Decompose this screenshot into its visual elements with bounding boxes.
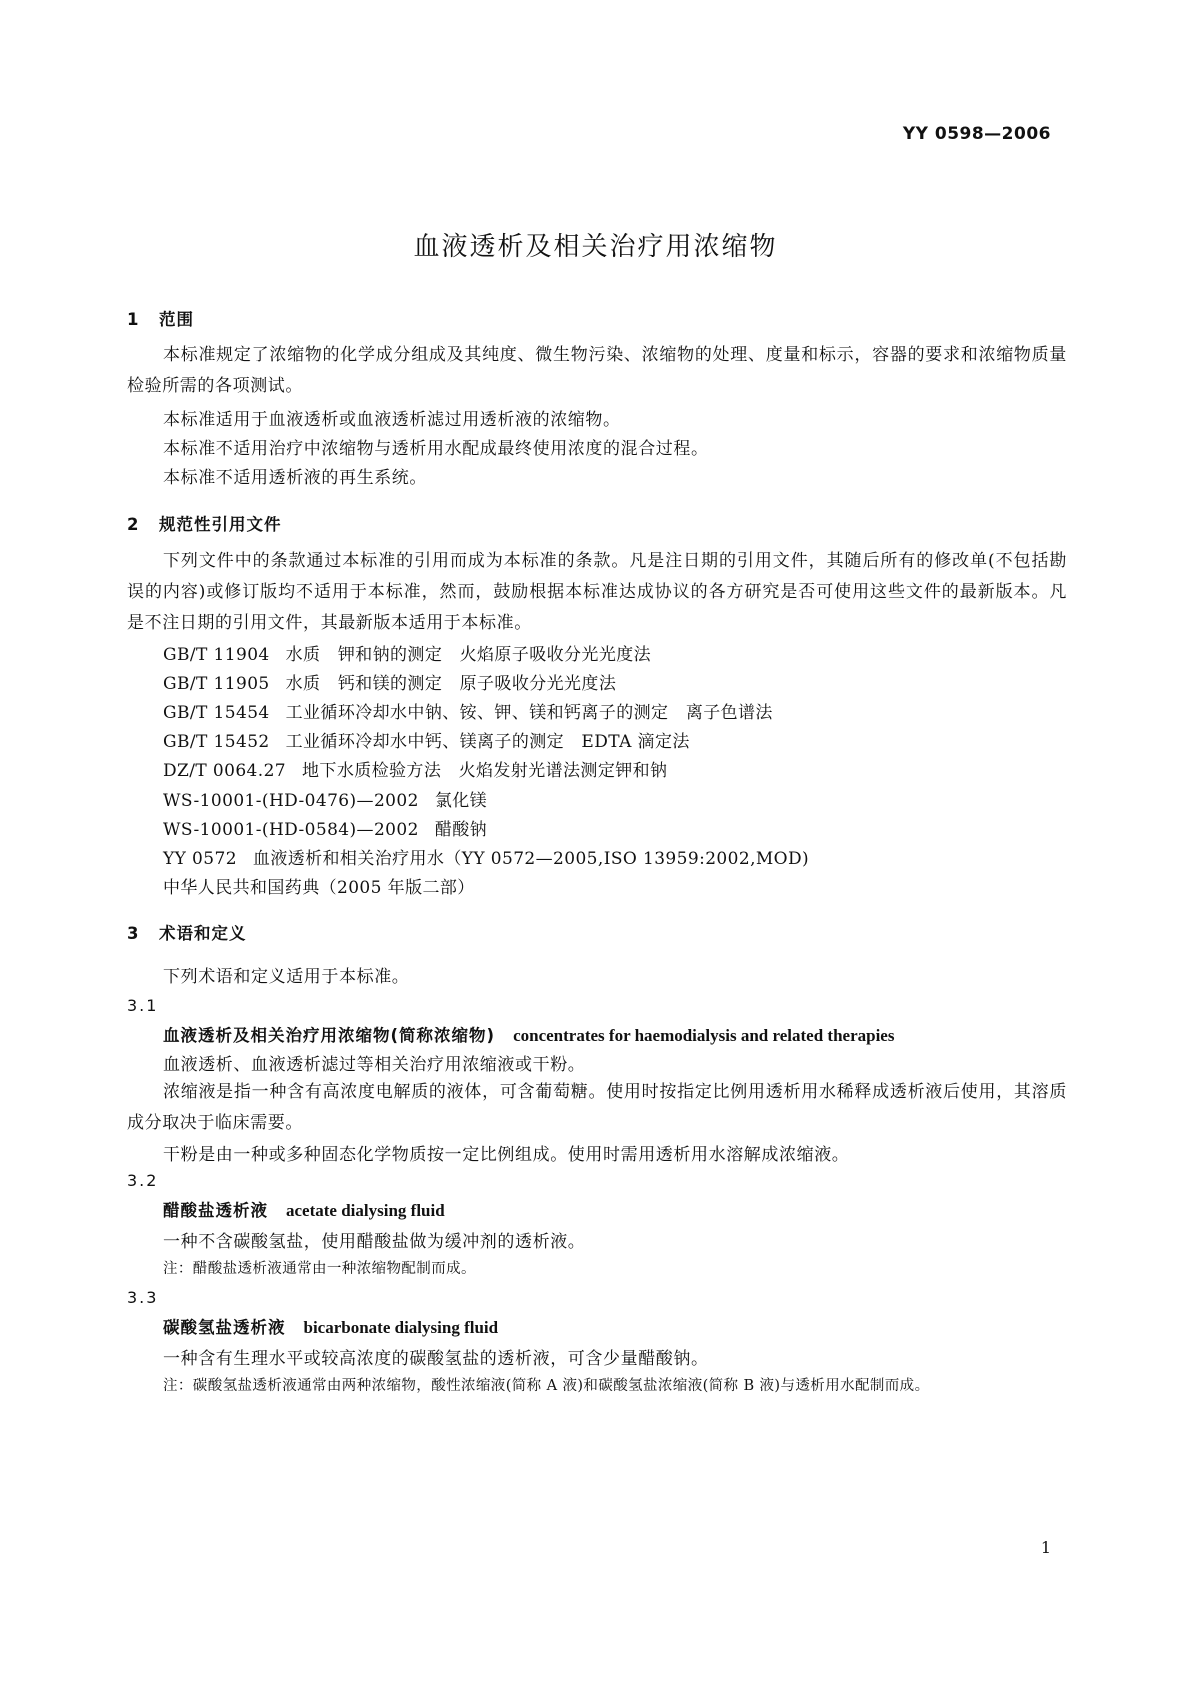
reference-item [163,640,651,665]
section-number: 3 [127,924,140,943]
reference-title: 地下水质检验方法 火焰发射光谱法测定钾和钠 [302,761,668,781]
reference-code: WS-10001-(HD-0476)—2002 [163,791,419,811]
term-definition: 血液透析、血液透析滤过等相关治疗用浓缩液或干粉。 [163,1055,586,1075]
term-chinese: 血液透析及相关治疗用浓缩物(简称浓缩物) [163,1026,496,1045]
reference-code: YY 0572 [163,849,237,869]
section-1-heading [127,306,194,330]
reference-title: 醋酸钠 [434,820,488,840]
term-heading [163,1314,498,1338]
section-title: 范围 [159,310,194,329]
reference-title: 工业循环冷却水中钙、镁离子的测定 EDTA 滴定法 [285,732,690,752]
reference-code: 中华人民共和国药典（2005 年版二部） [163,878,475,898]
page-number: 1 [1040,1538,1051,1557]
reference-item [163,669,616,694]
reference-title: 血液透析和相关治疗用水（YY 0572—2005,ISO 13959:2002,MOD) [252,849,810,869]
reference-code: DZ/T 0064.27 [163,761,287,781]
reference-item [163,844,809,869]
reference-title: 工业循环冷却水中钠、铵、钾、镁和钙离子的测定 离子色谱法 [285,703,773,723]
term-chinese: 碳酸氢盐透析液 [163,1318,286,1337]
reference-title: 水质 钾和钠的测定 火焰原子吸收分光光度法 [285,645,652,665]
reference-title: 氯化镁 [434,791,488,811]
reference-code: GB/T 11904 [163,645,270,665]
reference-item [163,873,491,898]
term-note: 注：醋酸盐透析液通常由一种浓缩物配制而成。 [163,1261,476,1277]
section-3-heading [127,920,247,944]
standard-code: YY 0598—2006 [902,124,1051,144]
section-number: 2 [127,515,140,534]
term-chinese: 醋酸盐透析液 [163,1201,268,1220]
reference-item [163,756,667,781]
scope-paragraph-2: 本标准适用于血液透析或血液透析滤过用透析液的浓缩物。 [163,410,621,430]
reference-item [163,786,487,811]
term-note: 注：碳酸氢盐透析液通常由两种浓缩物，酸性浓缩液(简称 A 液)和碳酸氢盐浓缩液(简称 B 液)与透析用水配制而成。 [163,1378,930,1394]
reference-item [163,698,773,723]
term-english: acetate dialysing fluid [286,1201,445,1220]
section-title: 术语和定义 [159,924,247,943]
term-heading [163,1197,445,1221]
scope-paragraph-3: 本标准不适用治疗中浓缩物与透析用水配成最终使用浓度的混合过程。 [163,439,709,459]
term-paragraph: 浓缩液是指一种含有高浓度电解质的液体，可含葡萄糖。使用时按指定比例用透析用水稀释成透析液后使用，其溶质成分取决于临床需要。 [127,1082,1067,1133]
term-english: bicarbonate dialysing fluid [303,1318,499,1337]
reference-code: WS-10001-(HD-0584)—2002 [163,820,419,840]
references-intro: 下列文件中的条款通过本标准的引用而成为本标准的条款。凡是注日期的引用文件，其随后所有的修改单(不包括勘误的内容)或修订版均不适用于本标准，然而，鼓励根据本标准达成协议的各方研究是否可使用这些文件的最新版本。凡是不注日期的引用文件，其最新版本适用于本标准。 [127,551,1067,633]
scope-paragraph-1: 本标准规定了浓缩物的化学成分组成及其纯度、微生物污染、浓缩物的处理、度量和标示，容器的要求和浓缩物质量检验所需的各项测试。 [127,345,1067,396]
term-heading [163,1022,894,1046]
reference-code: GB/T 15454 [163,703,270,723]
reference-code: GB/T 15452 [163,732,270,752]
clause-number: 3.3 [127,1288,159,1307]
term-definition: 一种不含碳酸氢盐，使用醋酸盐做为缓冲剂的透析液。 [163,1232,586,1252]
reference-item [163,727,690,752]
document-title: 血液透析及相关治疗用浓缩物 [413,232,778,262]
reference-title: 水质 钙和镁的测定 原子吸收分光光度法 [285,674,617,694]
section-number: 1 [127,310,140,329]
reference-code: GB/T 11905 [163,674,270,694]
terms-intro: 下列术语和定义适用于本标准。 [163,967,410,987]
section-title: 规范性引用文件 [159,515,282,534]
clause-number: 3.2 [127,1171,159,1190]
scope-paragraph-4: 本标准不适用透析液的再生系统。 [163,468,427,488]
reference-item [163,815,487,840]
section-2-heading [127,511,282,535]
term-definition: 一种含有生理水平或较高浓度的碳酸氢盐的透析液，可含少量醋酸钠。 [163,1349,709,1369]
clause-number: 3.1 [127,996,159,1015]
term-paragraph: 干粉是由一种或多种固态化学物质按一定比例组成。使用时需用透析用水溶解成浓缩液。 [163,1145,850,1165]
term-english: concentrates for haemodialysis and related therapies [513,1026,895,1045]
